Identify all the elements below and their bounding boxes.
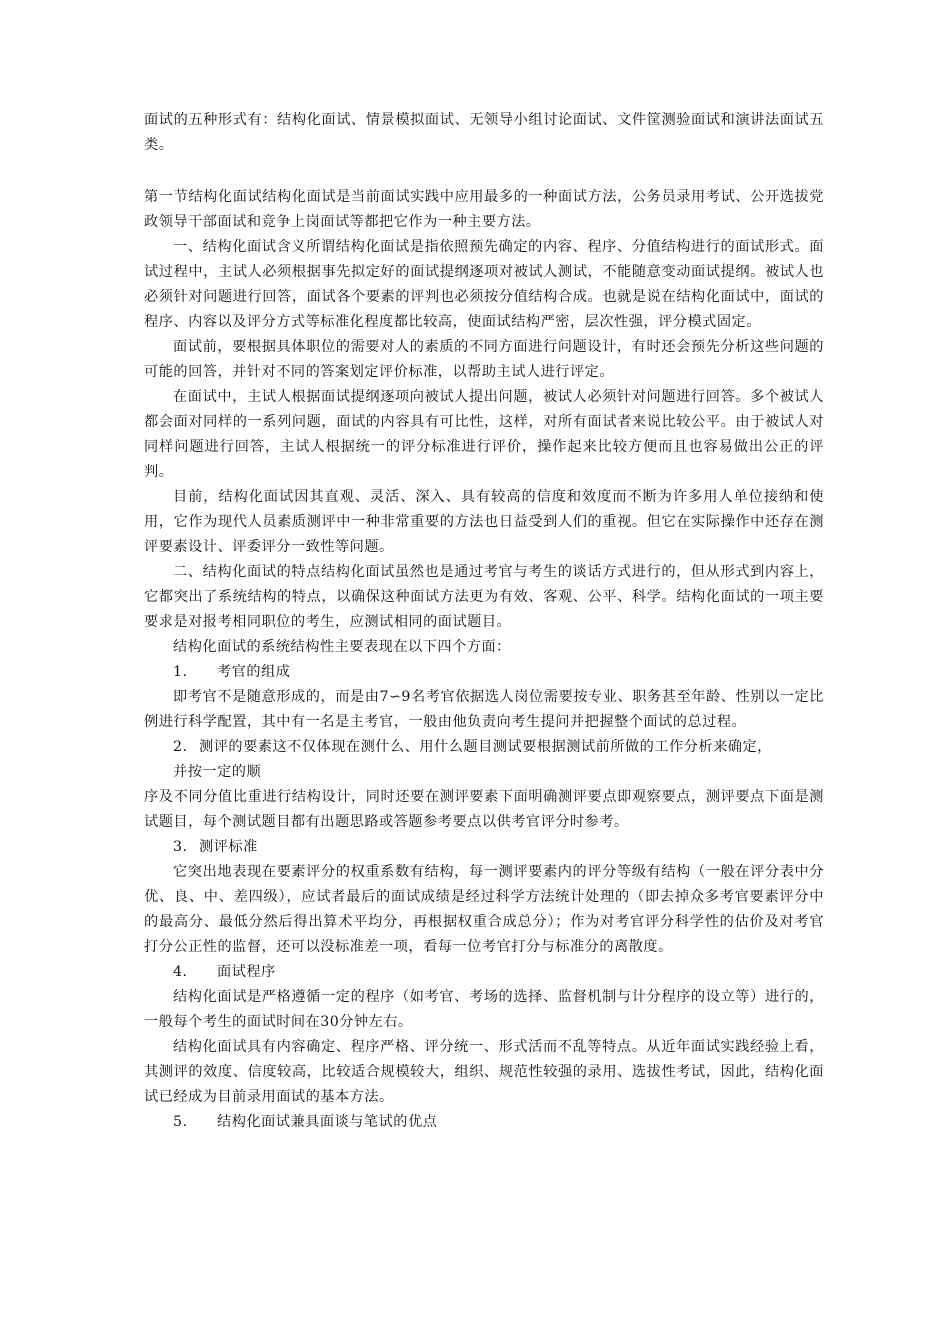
list-item-number: 5. (173, 1114, 188, 1130)
list-item-title: 面试程序 (217, 964, 276, 980)
paragraph-gap (144, 158, 824, 185)
examiner-paragraph: 即考官不是随意形成的，而是由7∽9名考官依据选人岗位需要按专业、职务甚至年龄、性别以一定比例进行科学配置，其中有一名是主考官，一般由他负责向考生提问并把握整个面试的总过程。 (144, 689, 824, 730)
list-item (144, 735, 824, 760)
list-item-number: 2. (173, 739, 188, 755)
list-item-continuation: 并按一定的顺 (173, 764, 262, 780)
list-item-number: 1. (173, 664, 188, 680)
list-item (144, 1110, 824, 1135)
list-item (144, 835, 824, 860)
current-status-paragraph: 目前，结构化面试因其直观、灵活、深入、具有较高的信度和效度而不断为许多用人单位接纳和使用，它作为现代人员素质测评中一种非常重要的方法也日益受到人们的重视。但它在实际操作中还存在测评要素设计、评委评分一致性等问题。 (144, 489, 824, 555)
four-aspects-paragraph: 结构化面试的系统结构性主要表现在以下四个方面： (173, 639, 511, 655)
intro-paragraph: 面试的五种形式有：结构化面试、情景模拟面试、无领导小组讨论面试、文件筐测验面试和演讲法面试五类。 (144, 112, 824, 153)
preparation-paragraph: 面试前，要根据具体职位的需要对人的素质的不同方面进行问题设计，有时还会预先分析这些问题的可能的回答，并针对不同的答案划定评价标准，以帮助主试人进行评定。 (144, 339, 824, 380)
list-item-title: 结构化面试兼具面谈与笔试的优点 (217, 1114, 438, 1130)
list-item-title: 考官的组成 (217, 664, 291, 680)
features-paragraph: 二、结构化面试的特点结构化面试虽然也是通过考官与考生的谈话方式进行的，但从形式到内容上，它都突出了系统结构的特点，以确保这种面试方法更为有效、客观、公平、科学。结构化面试的一项主要要求是对报考相同职位的考生，应测试相同的面试题目。 (144, 564, 824, 630)
summary-paragraph: 结构化面试具有内容确定、程序严格、评分统一、形式活而不乱等特点。从近年面试实践经验上看，其测评的效度、信度较高，比较适合规模较大，组织、规范性较强的录用、选拔性考试，因此，结构化面试已经成为目前录用面试的基本方法。 (144, 1039, 824, 1105)
list-item-number: 4. (173, 964, 188, 980)
document-page (144, 108, 824, 1135)
process-paragraph: 在面试中，主试人根据面试提纲逐项向被试人提出问题，被试人必须针对问题进行回答。多个被试人都会面对同样的一系列问题，面试的内容具有可比性，这样，对所有面试者来说比较公平。由于被试人对同样问题进行回答，主试人根据统一的评分标准进行评价，操作起来比较方便而且也容易做出公正的评判。 (144, 389, 824, 480)
elements-paragraph: 序及不同分值比重进行结构设计，同时还要在测评要素下面明确测评要点即观察要点，测评要点下面是测试题目，每个测试题目都有出题思路或答题参考要点以供考官评分时参考。 (144, 789, 824, 830)
list-item-title: 测评的要素这不仅体现在测什么、用什么题目测试要根据测试前所做的工作分析来确定， (199, 739, 772, 755)
standards-paragraph: 它突出地表现在要素评分的权重系数有结构，每一测评要素内的评分等级有结构（一般在评分表中分优、良、中、差四级），应试者最后的面试成绩是经过科学方法统计处理的（即去掉众多考官要素评分中的最高分、最低分然后得出算术平均分，再根据权重合成总分）；作为对考官评分科学性的估价及对考官打分公正性的监督，还可以没标准差一项，看每一位考官打分与标准分的离散度。 (144, 864, 824, 955)
list-item-title: 测评标准 (199, 839, 258, 855)
procedure-paragraph: 结构化面试是严格遵循一定的程序（如考官、考场的选择、监督机制与计分程序的设立等）进行的，一般每个考生的面试时间在30分钟左右。 (144, 989, 824, 1030)
list-item (144, 660, 824, 685)
section-one-paragraph: 第一节结构化面试结构化面试是当前面试实践中应用最多的一种面试方法，公务员录用考试、公开选拔党政领导干部面试和竞争上岗面试等都把它作为一种主要方法。 (144, 189, 824, 230)
list-item-number: 3. (173, 839, 188, 855)
definition-paragraph: 一、结构化面试含义所谓结构化面试是指依照预先确定的内容、程序、分值结构进行的面试形式。面试过程中，主试人必须根据事先拟定好的面试提纲逐项对被试人测试，不能随意变动面试提纲。被试人也必须针对问题进行回答，面试各个要素的评判也必须按分值结构合成。也就是说在结构化面试中，面试的程序、内容以及评分方式等标准化程度都比较高，使面试结构严密，层次性强，评分模式固定。 (144, 239, 824, 330)
list-item (144, 960, 824, 985)
